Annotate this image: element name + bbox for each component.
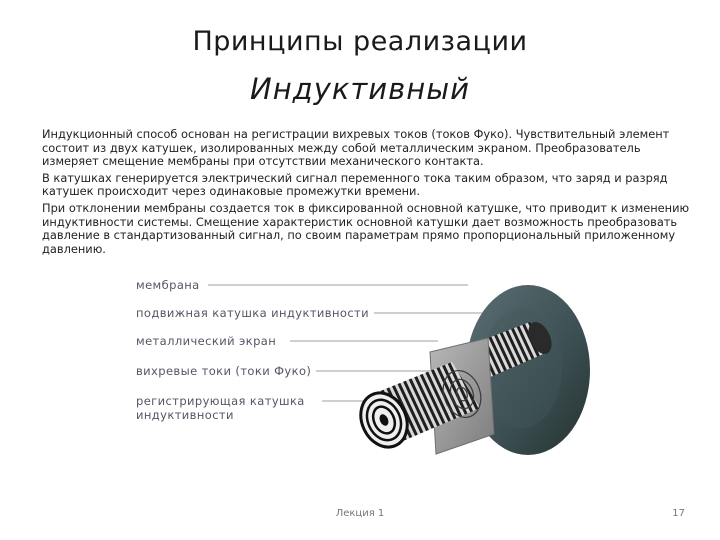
label-moving-coil: подвижная катушка индуктивности: [136, 306, 370, 320]
slide-title: Принципы реализации: [192, 26, 528, 57]
paragraph: Индукционный способ основан на регистрации вихревых токов (токов Фуко). Чувствительный элемент состоит из двух катушек, изолированных между собой металлическим экраном. Преобразователь измеряет смещение мембраны при отсутствии механического контакта.: [42, 127, 670, 169]
footer-lecture: Лекция 1: [335, 508, 385, 519]
paragraph: В катушках генерируется электрический сигнал переменного тока таким образом, что заряд и разряд катушек происходит через одинаковые промежутки времени.: [42, 170, 668, 199]
label-detecting-coil-line1: регистрирующая катушка: [136, 394, 305, 408]
label-metal-screen: металлический экран: [136, 334, 277, 348]
slide-subtitle: Индуктивный: [250, 72, 470, 106]
paragraph: При отклонении мембраны создается ток в фиксированной основной катушке, что приводит к изменению индуктивности системы. Смещение характеристик основной катушки дает возможность преобразовать давление в стандартизованный сигнал, по своим параметрам прямо пропорциональный приложенному давлению.: [42, 200, 690, 256]
label-detecting-coil-line2: индуктивности: [136, 408, 234, 422]
label-eddy-currents: вихревые токи (токи Фуко): [136, 364, 312, 378]
label-membrane: мембрана: [136, 278, 200, 292]
page-number: 17: [672, 508, 685, 519]
